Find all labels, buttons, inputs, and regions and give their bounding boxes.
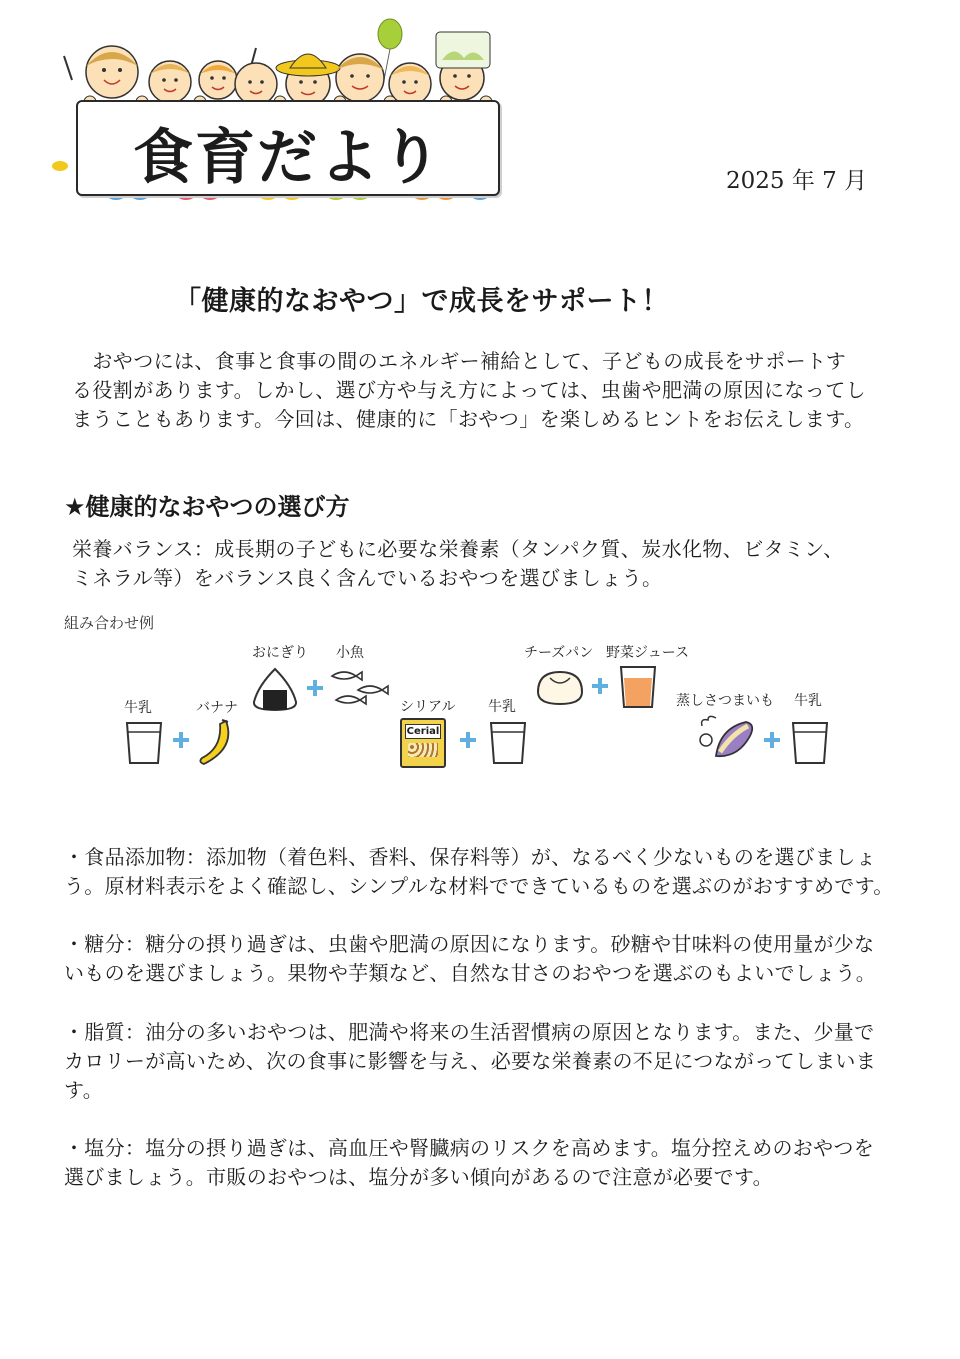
salt-item [64,1134,906,1192]
milk-glass-icon [488,720,528,766]
item-line: カロリーが高いため、次の食事に影響を与え、必要な栄養素の不足につながってしまいま [64,1049,876,1073]
cereal-flakes [408,743,438,757]
nutrition-paragraph [72,535,892,593]
vegetable-juice-icon [618,664,658,710]
label-milk: 牛乳 [488,699,516,715]
item-line: う。原材料表示をよく確認し、シンプルな材料でできているものを選ぶのがおすすめです。 [64,874,894,898]
label-sweet-potato: 蒸しさつまいも [676,693,774,709]
label-cheese-bread: チーズパン [524,645,594,661]
item-line: いものを選びましょう。果物や芋類など、自然な甘さのおやつを選ぶのもよいでしょう。 [64,961,876,985]
plus-icon [762,730,782,750]
sugar-item [64,930,906,988]
fat-item [64,1018,906,1105]
banana-icon [196,718,236,768]
sweet-potato-icon [694,714,758,764]
item-line: ・脂質：油分の多いおやつは、肥満や将来の生活習慣病の原因となります。また、少量で [64,1020,875,1044]
milk-glass-icon [790,720,830,766]
label-milk: 牛乳 [124,700,152,716]
onigiri-icon [250,666,300,712]
label-milk: 牛乳 [794,693,822,709]
title-board [76,100,500,196]
label-onigiri: おにぎり [252,645,308,661]
nutrition-line: ミネラル等）をバランス良く含んでいるおやつを選びましょう。 [72,566,663,590]
headline: 「健康的なおやつ」で成長をサポート！ [174,286,669,317]
milk-glass-icon [124,720,164,766]
plus-icon [590,676,610,696]
item-line: 選びましょう。市販のおやつは、塩分が多い傾向があるので注意が必要です。 [64,1165,773,1189]
cereal-box-label: Cerial [406,726,440,737]
label-banana: バナナ [196,700,238,716]
cheese-bread-icon [534,666,586,708]
section-title: ★健康的なおやつの選び方 [64,493,350,521]
header-banner [50,18,510,203]
additives-item [64,843,906,901]
small-fish-icon [328,664,390,714]
nutrition-line: 栄養バランス：成長期の子どもに必要な栄養素（タンパク質、炭水化物、ビタミン、 [72,537,844,561]
plus-icon [458,730,478,750]
item-line: ・糖分：糖分の摂り過ぎは、虫歯や肥満の原因になります。砂糖や甘味料の使用量が少な [64,932,875,956]
label-cereal: シリアル [400,699,456,715]
label-fish: 小魚 [336,645,364,661]
intro-line: る役割があります。しかし、選び方や与え方によっては、虫歯や肥満の原因になってし [72,378,866,402]
intro-line: おやつには、食事と食事の間のエネルギー補給として、子どもの成長をサポートす [72,349,847,373]
plus-icon [171,730,191,750]
item-line: ・食品添加物：添加物（着色料、香料、保存料等）が、なるべく少ないものを選びましょ [64,845,876,869]
cereal-box-icon [400,718,446,768]
intro-line: まうこともあります。今回は、健康的に「おやつ」を楽しめるヒントをお伝えします。 [72,407,865,431]
plus-icon [305,678,325,698]
newsletter-title: 食育だより [133,123,443,193]
item-line: ・塩分：塩分の摂り過ぎは、高血圧や腎臓病のリスクを高めます。塩分控えめのおやつを [64,1136,874,1160]
intro-paragraph [72,347,892,434]
item-line: す。 [64,1078,103,1102]
combo-label: 組み合わせ例 [64,614,155,632]
label-vegetable-juice: 野菜ジュース [606,645,690,661]
issue-date: 2025 年 7 月 [726,168,868,194]
